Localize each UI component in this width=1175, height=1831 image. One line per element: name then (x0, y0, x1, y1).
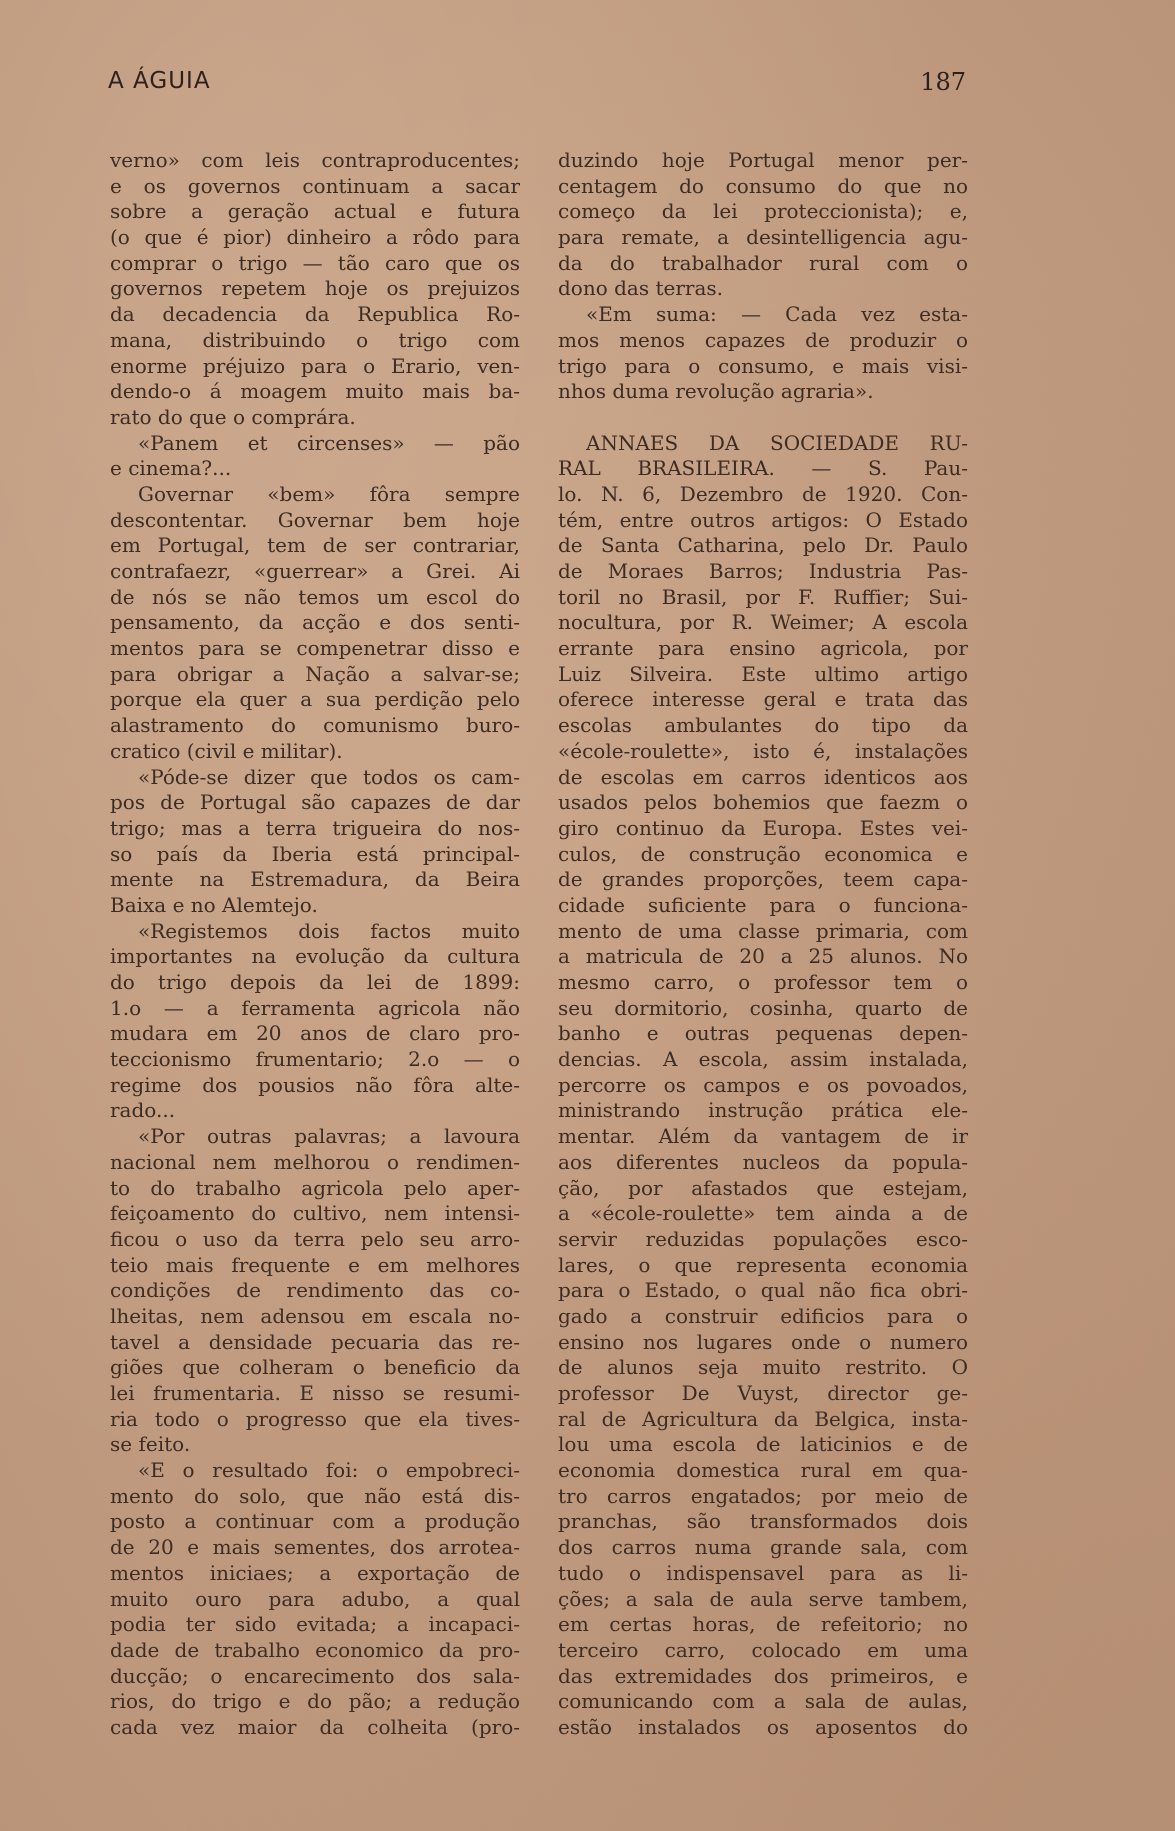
text-line: usados pelos bohemios que faezm o (558, 790, 968, 815)
journal-title: A ÁGUIA (108, 68, 211, 94)
text-line: descontentar. Governar bem hoje (110, 507, 520, 532)
text-line: ducção; o encarecimento dos sala- (110, 1663, 520, 1688)
text-line: servir reduzidas populações esco- (558, 1226, 968, 1251)
text-line: teccionismo frumentario; 2.o — o (110, 1047, 520, 1072)
text-line: ral de Agricultura da Belgica, insta- (558, 1406, 968, 1431)
text-line: terceiro carro, colocado em uma (558, 1637, 968, 1662)
text-line: escolas ambulantes do tipo da (558, 713, 968, 738)
text-line: rios, do trigo e do pão; a redução (110, 1689, 520, 1714)
text-line: teio mais frequente e em melhores (110, 1252, 520, 1277)
text-line: dono das terras. (558, 276, 724, 301)
text-line: errante para ensino agricola, por (558, 636, 968, 661)
text-line: (o que é pior) dinheiro a rôdo para (110, 225, 520, 250)
text-line: percorre os campos e os povoados, (558, 1072, 968, 1097)
text-line: «Por outras palavras; a lavoura (138, 1124, 520, 1149)
text-line: dencias. A escola, assim instalada, (558, 1047, 968, 1072)
text-line: duzindo hoje Portugal menor per- (558, 148, 968, 172)
text-line: tro carros engatados; por meio de (558, 1483, 968, 1508)
text-line: do trigo depois da lei de 1899: (110, 970, 520, 994)
text-line: tudo o indispensavel para as li- (558, 1560, 968, 1585)
text-line: alastramento do comunismo buro- (110, 713, 520, 738)
text-line: oferece interesse geral e trata das (558, 687, 968, 712)
text-line: ção, por afastados que estejam, (558, 1175, 968, 1200)
text-line: comprar o trigo — tão caro que os (110, 250, 520, 275)
text-line: de Moraes Barros; Industria Pas- (558, 559, 968, 583)
text-line: e cinema?... (110, 456, 232, 481)
text-line: toril no Brasil, por F. Ruffier; Sui- (558, 584, 968, 609)
text-line: pos de Portugal são capazes de dar (110, 790, 520, 815)
text-line: professor De Vuyst, director ge- (558, 1381, 968, 1405)
text-line: podia ter sido evitada; a incapaci- (110, 1612, 520, 1637)
text-line: nocultura, por R. Weimer; A escola (558, 610, 968, 635)
text-line: gado a construir edificios para o (558, 1303, 968, 1328)
text-line: tém, entre outros artigos: O Estado (558, 507, 968, 532)
text-line: mos menos capazes de produzir o (558, 327, 968, 352)
text-line: para obrigar a Nação a salvar-se; (110, 661, 520, 686)
text-line: para o Estado, o qual não fica obri- (558, 1278, 968, 1303)
text-line: muito ouro para adubo, a qual (110, 1586, 520, 1611)
text-line: Luiz Silveira. Este ultimo artigo (558, 661, 968, 686)
text-line: regime dos pousios não fôra alte- (110, 1072, 520, 1097)
text-line: se feito. (110, 1432, 191, 1457)
text-line: «Póde-se dizer que todos os cam- (138, 764, 520, 789)
text-line: verno» com leis contraproducentes; (110, 148, 520, 172)
text-line: cratico (civil e militar). (110, 738, 343, 763)
text-line: ministrando instrução prática ele- (558, 1098, 968, 1123)
text-line: Baixa e no Alemtejo. (110, 892, 318, 917)
text-line: começo da lei proteccionista); e, (558, 199, 968, 224)
text-line: mento de uma classe primaria, com (558, 918, 968, 943)
text-line: cidade suficiente para o funciona- (558, 892, 968, 917)
text-line: de Santa Catharina, pelo Dr. Paulo (558, 533, 968, 558)
text-line: pranchas, são transformados dois (558, 1509, 968, 1534)
text-line: da decadencia da Republica Ro- (110, 302, 520, 327)
text-line: governos repetem hoje os prejuizos (110, 276, 520, 301)
text-line (558, 405, 968, 431)
text-line: estão instalados os aposentos do (558, 1714, 968, 1739)
text-line: de alunos seja muito restrito. O (558, 1355, 968, 1380)
text-line: mente na Estremadura, da Beira (110, 867, 520, 892)
text-line: da do trabalhador rural com o (558, 250, 968, 275)
text-line: dade de trabalho economico da pro- (110, 1637, 520, 1662)
text-line: mudara em 20 anos de claro pro- (110, 1021, 520, 1046)
text-line: ANNAES DA SOCIEDADE RU- (586, 430, 968, 455)
text-line: ria todo o progresso que ela tives- (110, 1406, 520, 1431)
text-line: ficou o uso da terra pelo seu arro- (110, 1226, 520, 1251)
right-text-column (558, 148, 968, 1741)
text-line: rato do que o comprára. (110, 404, 356, 429)
text-line: nhos duma revolução agraria». (558, 379, 874, 404)
text-line: das extremidades dos primeiros, e (558, 1663, 968, 1688)
text-line: em certas horas, de refeitorio; no (558, 1612, 968, 1637)
text-line: mentar. Além da vantagem de ir (558, 1124, 968, 1149)
text-line: lou uma escola de laticinios e de (558, 1432, 968, 1457)
text-line: «Panem et circenses» — pão (138, 430, 520, 455)
text-line: Governar «bem» fôra sempre (138, 481, 520, 506)
text-line: trigo; mas a terra trigueira do nos- (110, 815, 520, 840)
text-line: giro continuo da Europa. Estes vei- (558, 815, 968, 840)
text-line: economia domestica rural em qua- (558, 1458, 968, 1483)
text-line: banho e outras pequenas depen- (558, 1021, 968, 1046)
text-line: a matricula de 20 a 25 alunos. No (558, 944, 968, 969)
text-line: «Registemos dois factos muito (138, 918, 520, 943)
text-line: tavel a densidade pecuaria das re- (110, 1329, 520, 1354)
text-line: giões que colheram o beneficio da (110, 1355, 520, 1380)
running-head (108, 68, 966, 102)
left-text-column (110, 148, 520, 1741)
text-line: mana, distribuindo o trigo com (110, 327, 520, 352)
text-line: lo. N. 6, Dezembro de 1920. Con- (558, 481, 968, 506)
text-line: de nós se não temos um escol do (110, 584, 520, 609)
text-line: rado... (110, 1098, 176, 1123)
text-line: de grandes proporções, teem capa- (558, 867, 968, 892)
text-line: e os governos continuam a sacar (110, 173, 520, 198)
text-line: lheitas, nem adensou em escala no- (110, 1303, 520, 1328)
text-line: mentos para se compenetrar disso e (110, 636, 520, 661)
text-line: condições de rendimento das co- (110, 1278, 520, 1303)
text-line: comunicando com a sala de aulas, (558, 1689, 968, 1714)
text-line: a «école-roulette» tem ainda a de (558, 1201, 968, 1226)
text-line: «Em suma: — Cada vez esta- (586, 302, 968, 327)
text-line: «E o resultado foi: o empobreci- (138, 1458, 520, 1483)
text-line: mesmo carro, o professor tem o (558, 970, 968, 994)
text-line: porque ela quer a sua perdição pelo (110, 687, 520, 712)
text-line: aos diferentes nucleos da popula- (558, 1149, 968, 1174)
text-line: lares, o que representa economia (558, 1252, 968, 1277)
text-line: to do trabalho agricola pelo aper- (110, 1175, 520, 1200)
text-line: ensino nos lugares onde o numero (558, 1329, 968, 1354)
text-line: nacional nem melhorou o rendimen- (110, 1149, 520, 1174)
text-line: para remate, a desintelligencia agu- (558, 225, 968, 250)
text-line: contrafaezr, «guerrear» a Grei. Ai (110, 559, 520, 583)
text-line: enorme préjuizo para o Erario, ven- (110, 353, 520, 378)
text-line: pensamento, da acção e dos senti- (110, 610, 520, 635)
text-line: mento do solo, que não está dis- (110, 1483, 520, 1508)
text-line: sobre a geração actual e futura (110, 199, 520, 224)
text-line: trigo para o consumo, e mais visi- (558, 353, 968, 378)
text-line: seu dormitorio, cosinha, quarto de (558, 995, 968, 1020)
text-line: lei frumentaria. E nisso se resumi- (110, 1381, 520, 1405)
page-number: 187 (920, 68, 966, 96)
text-line: de 20 e mais sementes, dos arrotea- (110, 1535, 520, 1560)
text-line: cada vez maior da colheita (pro- (110, 1714, 520, 1739)
text-line: dendo-o á moagem muito mais ba- (110, 379, 520, 404)
text-line: RAL BRASILEIRA. — S. Pau- (558, 456, 968, 481)
text-line: feiçoamento do cultivo, nem intensi- (110, 1201, 520, 1226)
text-line: so país da Iberia está principal- (110, 841, 520, 866)
text-line: dos carros numa grande sala, com (558, 1535, 968, 1560)
text-line: culos, de construção economica e (558, 841, 968, 866)
text-line: de escolas em carros identicos aos (558, 764, 968, 789)
text-line: mentos iniciaes; a exportação de (110, 1560, 520, 1585)
text-line: posto a continuar com a produção (110, 1509, 520, 1534)
text-line: importantes na evolução da cultura (110, 944, 520, 969)
text-line: 1.o — a ferramenta agricola não (110, 995, 520, 1020)
text-line: ções; a sala de aula serve tambem, (558, 1586, 968, 1611)
text-line: centagem do consumo do que no (558, 173, 968, 198)
text-line: em Portugal, tem de ser contrariar, (110, 533, 520, 558)
text-line: «école-roulette», isto é, instalações (558, 738, 968, 763)
